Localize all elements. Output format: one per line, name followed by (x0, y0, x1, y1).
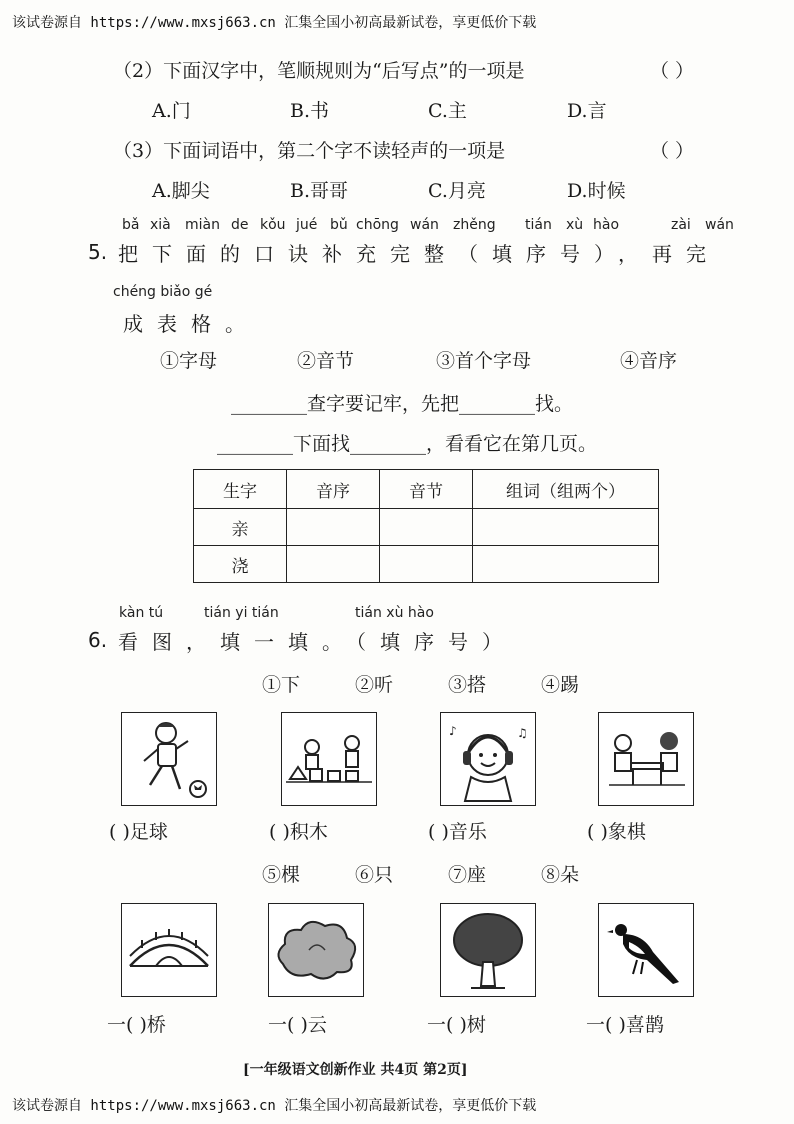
q5-choice-1: ①字母 (160, 350, 218, 372)
header-source-line: 该试卷源自 https://www.mxsj663.cn 汇集全国小初高最新试卷，享更低价下载 (12, 15, 537, 31)
question-3-option-d: D.时候 (567, 180, 626, 202)
table-cell-input[interactable] (287, 509, 380, 546)
blank[interactable]: ________ (350, 433, 427, 455)
q6-choice-7: ⑦座 (448, 864, 487, 886)
q5-pinyin: chōng (356, 217, 399, 233)
svg-text:♪: ♪ (449, 724, 457, 738)
q5-choice-3: ③首个字母 (436, 350, 532, 372)
q5-pinyin: bǔ (330, 217, 348, 233)
table-cell-input[interactable] (287, 546, 380, 583)
caption-tree: 一( )树 (427, 1014, 486, 1036)
rhyme-1-end: 找。 (535, 393, 574, 415)
caption-chess: ( )象棋 (587, 821, 646, 843)
q5-pinyin: zài (671, 217, 691, 233)
caption-cloud: 一( )云 (268, 1014, 327, 1036)
bridge-image (121, 903, 217, 997)
q5-pinyin: xù (566, 217, 584, 233)
rhyme-line-2 (217, 429, 597, 456)
question-5-stem-line2: 成表格。 (123, 312, 259, 336)
rhyme-2-text: 下面找 (293, 433, 351, 455)
table-header: 生字 (194, 470, 287, 509)
q5-pinyin: kǒu (260, 217, 286, 233)
table-cell-input[interactable] (380, 546, 473, 583)
question-6-number: 6. (88, 628, 108, 652)
q5-pinyin-line2: chéng biǎo gé (113, 284, 213, 300)
rhyme-2-end: ，看看它在第几页。 (426, 433, 598, 455)
question-5-number: 5. (88, 240, 108, 264)
question-2-option-a: A.门 (152, 100, 191, 122)
footer-source-line: 该试卷源自 https://www.mxsj663.cn 汇集全国小初高最新试卷，享更低价下载 (12, 1098, 537, 1114)
q5-pinyin: bǎ (122, 217, 140, 233)
question-3-option-a: A.脚尖 (152, 180, 210, 202)
question-3-stem: （3）下面词语中，第二个字不读轻声的一项是 (113, 140, 506, 162)
q5-choice-2: ②音节 (297, 350, 355, 372)
q6-choice-6: ⑥只 (355, 864, 394, 886)
question-2-answer-paren: （ ） (650, 60, 695, 82)
blank[interactable]: ________ (217, 433, 293, 455)
q6-pinyin: tián xù hào (355, 605, 434, 621)
magpie-image (598, 903, 694, 997)
cloud-image (268, 903, 364, 997)
table-row (194, 546, 659, 583)
people-playing-chess-image (598, 712, 694, 806)
question-3-option-c: C.月亮 (428, 180, 486, 202)
table-header-row (194, 470, 659, 509)
question-6-stem: 看图，填一填。（填序号） (118, 630, 516, 654)
table-cell-char: 浇 (194, 546, 287, 583)
table-header: 音节 (380, 470, 473, 509)
caption-blocks: ( )积木 (269, 821, 328, 843)
q5-pinyin: de (231, 217, 249, 233)
table-cell-input[interactable] (380, 509, 473, 546)
q6-choice-1: ①下 (262, 674, 301, 696)
blank[interactable]: ________ (231, 393, 307, 415)
question-2-option-c: C.主 (428, 100, 467, 122)
svg-text:♫: ♫ (517, 726, 528, 740)
q5-pinyin: zhěng (453, 217, 496, 233)
q6-choice-2: ②听 (355, 674, 394, 696)
q5-choice-4: ④音序 (620, 350, 678, 372)
caption-football: ( )足球 (109, 821, 168, 843)
table-cell-input[interactable] (473, 546, 659, 583)
page-footer-label: [一年级语文创新作业 共4页 第2页] (243, 1062, 468, 1078)
table-header: 音序 (287, 470, 380, 509)
kids-building-blocks-image (281, 712, 377, 806)
q6-choice-8: ⑧朵 (541, 864, 580, 886)
question-2-option-b: B.书 (290, 100, 330, 122)
q6-choice-5: ⑤棵 (262, 864, 301, 886)
rhyme-line-1 (231, 389, 573, 416)
q5-pinyin: miàn (185, 217, 220, 233)
question-3-option-b: B.哥哥 (290, 180, 349, 202)
q5-pinyin: wán (410, 217, 439, 233)
caption-bridge: 一( )桥 (107, 1014, 166, 1036)
caption-music: ( )音乐 (428, 821, 487, 843)
character-table (193, 469, 659, 583)
rhyme-1-text: 查字要记牢，先把 (307, 393, 460, 415)
table-cell-char: 亲 (194, 509, 287, 546)
q6-pinyin: tián yi tián (204, 605, 279, 621)
child-with-headphones-image (440, 712, 536, 806)
q6-choice-4: ④踢 (541, 674, 580, 696)
tree-image (440, 903, 536, 997)
q5-pinyin: hào (593, 217, 620, 233)
question-2-option-d: D.言 (567, 100, 607, 122)
q5-pinyin: tián (525, 217, 552, 233)
caption-magpie: 一( )喜鹊 (586, 1014, 664, 1036)
q5-pinyin: wán (705, 217, 734, 233)
q5-pinyin: xià (150, 217, 171, 233)
boy-kicking-ball-image (121, 712, 217, 806)
q6-pinyin: kàn tú (119, 605, 164, 621)
blank[interactable]: ________ (459, 393, 536, 415)
table-row (194, 509, 659, 546)
q6-choice-3: ③搭 (448, 674, 487, 696)
question-5-stem: 把下面的口诀补充完整（填序号），再完 (118, 242, 720, 266)
table-cell-input[interactable] (473, 509, 659, 546)
q5-pinyin: jué (296, 217, 318, 233)
question-2-stem: （2）下面汉字中，笔顺规则为“后写点”的一项是 (113, 60, 525, 82)
table-header: 组词（组两个） (473, 470, 659, 509)
question-3-answer-paren: （ ） (650, 140, 695, 162)
